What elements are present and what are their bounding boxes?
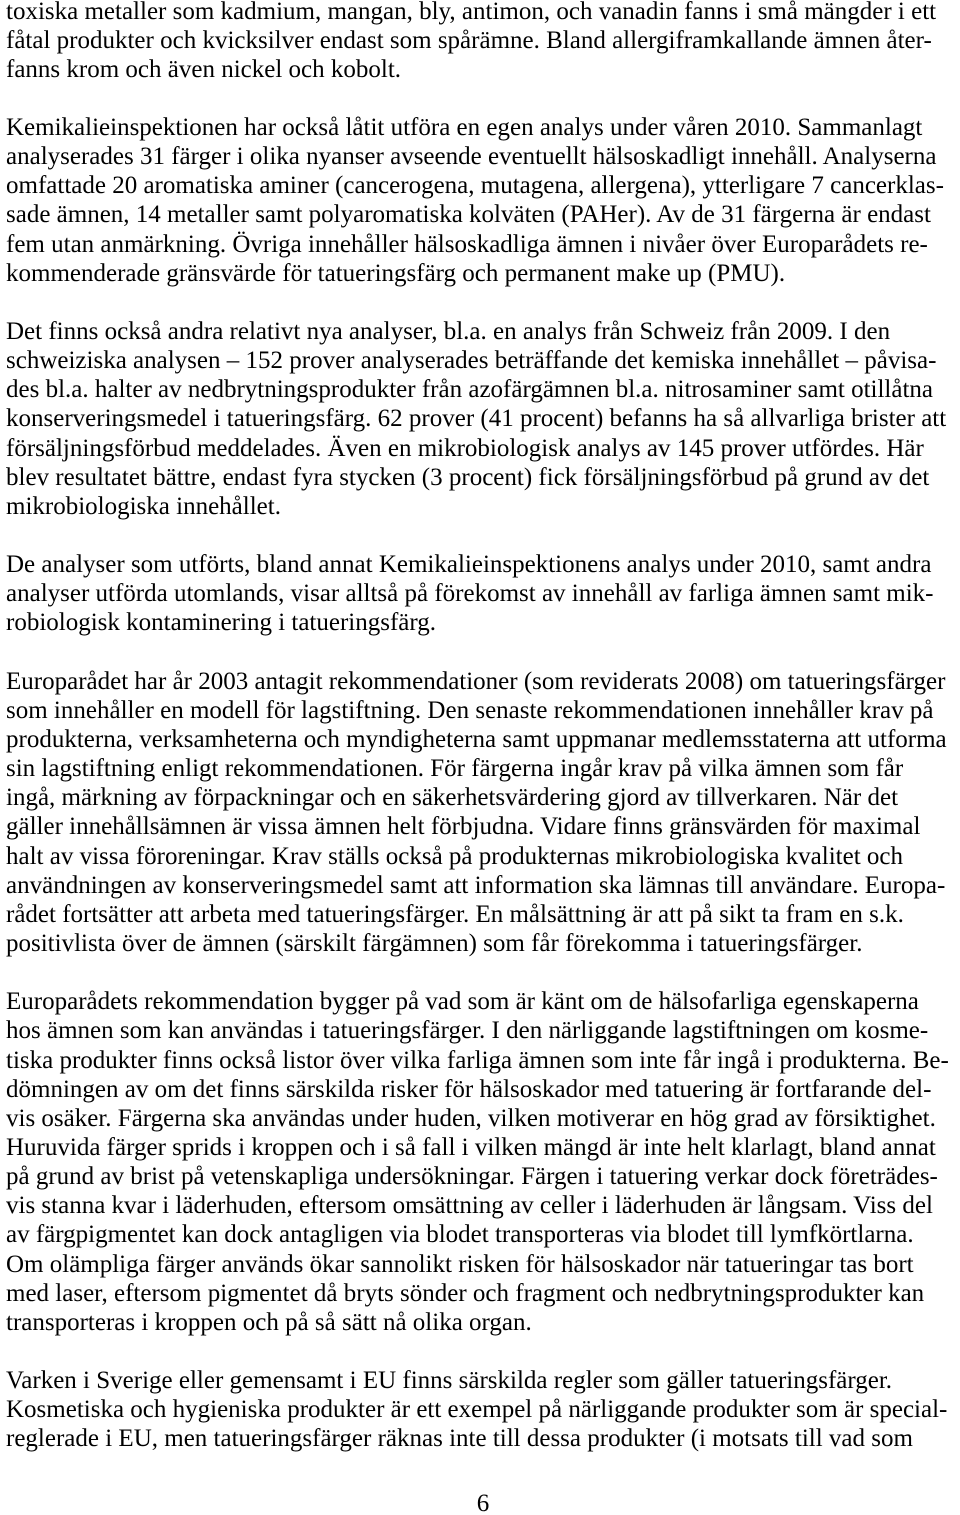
- text-line: av färgpigmentet kan dock antagligen via blodet transporteras via blodet till lymfkörtlarna.: [6, 1221, 914, 1249]
- text-line: analyserades 31 färger i olika nyanser avseende eventuellt hälsoskadligt innehåll. Analyserna: [6, 143, 937, 171]
- text-line: Kosmetiska och hygieniska produkter är ett exempel på närliggande produkter som är special-: [6, 1396, 948, 1424]
- text-line: De analyser som utförts, bland annat Kemikalieinspektionens analys under 2010, samt andra: [6, 551, 932, 579]
- text-line: vis osäker. Färgerna ska användas under huden, vilken motiverar en hög grad av försiktighet.: [6, 1104, 936, 1132]
- text-line: fanns krom och även nickel och kobolt.: [6, 55, 402, 83]
- text-line: sin lagstiftning enligt rekommendationen. För färgerna ingår krav på vilka ämnen som får: [6, 755, 904, 783]
- text-line: gäller innehållsämnen är vissa ämnen helt förbjudna. Vidare finns gränsvärden för maximal: [6, 813, 921, 841]
- text-line: analyser utförda utomlands, visar alltså på förekomst av innehåll av farliga ämnen samt mik-: [6, 580, 934, 608]
- text-line: Om olämpliga färger används ökar sannolikt risken för hälsoskador när tatueringar tas bort: [6, 1250, 914, 1278]
- text-line: mikrobiologiska innehållet.: [6, 492, 281, 520]
- text-line: kommenderade gränsvärde för tatueringsfärg och permanent make up (PMU).: [6, 259, 786, 287]
- paragraph-1: [6, 0, 956, 84]
- text-line: fåtal produkter och kvicksilver endast som spårämne. Bland allergiframkallande ämnen åter-: [6, 26, 932, 54]
- text-line: toxiska metaller som kadmium, mangan, bly, antimon, och vanadin fanns i små mängder i ett: [6, 0, 937, 25]
- text-line: produkterna, verksamheterna och myndigheterna samt uppmanar medlemsstaterna att utforma: [6, 726, 947, 754]
- text-line: tiska produkter finns också listor över vilka farliga ämnen som inte får ingå i produkterna. Be-: [6, 1046, 949, 1074]
- text-line: konserveringsmedel i tatueringsfärg. 62 prover (41 procent) befanns ha så allvarliga brister att: [6, 405, 947, 433]
- text-line: ingå, märkning av förpackningar och en säkerhetsvärdering gjord av tillverkaren. När det: [6, 784, 899, 812]
- text-line: des bl.a. halter av nedbrytningsprodukter från azofärgämnen bl.a. nitrosaminer samt otillåtna: [6, 376, 934, 404]
- page-number: 6: [476, 1490, 490, 1515]
- text-line: med laser, eftersom pigmentet då bryts sönder och fragment och nedbrytningsprodukter kan: [6, 1279, 925, 1307]
- text-line: Europarådet har år 2003 antagit rekommendationer (som reviderats 2008) om tatueringsfärger: [6, 667, 946, 695]
- text-line: Huruvida färger sprids i kroppen och i så fall i vilken mängd är inte helt klarlagt, bland annat: [6, 1133, 936, 1161]
- text-line: transporteras i kroppen och på så sätt nå olika organ.: [6, 1308, 532, 1336]
- paragraph-7: [6, 1366, 956, 1453]
- text-line: Kemikalieinspektionen har också låtit utföra en egen analys under våren 2010. Sammanlagt: [6, 114, 923, 142]
- body-text: [6, 0, 956, 1454]
- text-line: hos ämnen som kan användas i tatueringsfärger. I den närliggande lagstiftningen om kosme-: [6, 1017, 929, 1045]
- text-line: som innehåller en modell för lagstiftning. Den senaste rekommendationen innehåller krav på: [6, 696, 934, 724]
- text-line: halt av vissa föroreningar. Krav ställs också på produkternas mikrobiologiska kvalitet och: [6, 842, 903, 870]
- text-line: försäljningsförbud meddelades. Även en mikrobiologisk analys av 145 prover utfördes. Här: [6, 434, 924, 462]
- text-line: dömningen av om det finns särskilda risker för hälsoskador med tatuering är fortfarande del-: [6, 1075, 932, 1103]
- text-line: schweiziska analysen – 152 prover analyserades beträffande det kemiska innehållet – påvisa-: [6, 347, 937, 375]
- paragraph-4: [6, 550, 956, 637]
- text-line: omfattade 20 aromatiska aminer (cancerogena, mutagena, allergena), ytterligare 7 cancerklas-: [6, 172, 944, 200]
- text-line: blev resultatet bättre, endast fyra stycken (3 procent) fick försäljningsförbud på grund av det: [6, 463, 930, 491]
- text-line: Varken i Sverige eller gemensamt i EU finns särskilda regler som gäller tatueringsfärger.: [6, 1367, 893, 1395]
- text-line: fem utan anmärkning. Övriga innehåller hälsoskadliga ämnen i nivåer över Europarådets re-: [6, 230, 928, 258]
- text-line: användningen av konserveringsmedel samt att information ska lämnas till användare. Europa-: [6, 871, 946, 899]
- text-line: reglerade i EU, men tatueringsfärger räknas inte till dessa produkter (i motsats till vad som: [6, 1425, 913, 1453]
- text-line: vis stanna kvar i läderhuden, eftersom omsättning av celler i läderhuden är långsam. Viss del: [6, 1192, 933, 1220]
- text-line: robiologisk kontaminering i tatueringsfärg.: [6, 609, 437, 637]
- text-line: positivlista över de ämnen (särskilt färgämnen) som får förekomma i tatueringsfärger.: [6, 930, 863, 957]
- paragraph-3: [6, 317, 956, 521]
- text-line: Det finns också andra relativt nya analyser, bl.a. en analys från Schweiz från 2009. I den: [6, 318, 891, 346]
- text-line: sade ämnen, 14 metaller samt polyaromatiska kolväten (PAHer). Av de 31 färgerna är endast: [6, 201, 931, 229]
- text-line: rådet fortsätter att arbeta med tatueringsfärger. En målsättning är att på sikt ta fram en s.k.: [6, 900, 904, 928]
- paragraph-2: [6, 113, 956, 288]
- paragraph-5: [6, 667, 956, 958]
- paragraph-6: [6, 987, 956, 1337]
- text-line: Europarådets rekommendation bygger på vad som är känt om de hälsofarliga egenskaperna: [6, 988, 919, 1016]
- text-line: på grund av brist på vetenskapliga undersökningar. Färgen i tatuering verkar dock företrädes-: [6, 1163, 938, 1191]
